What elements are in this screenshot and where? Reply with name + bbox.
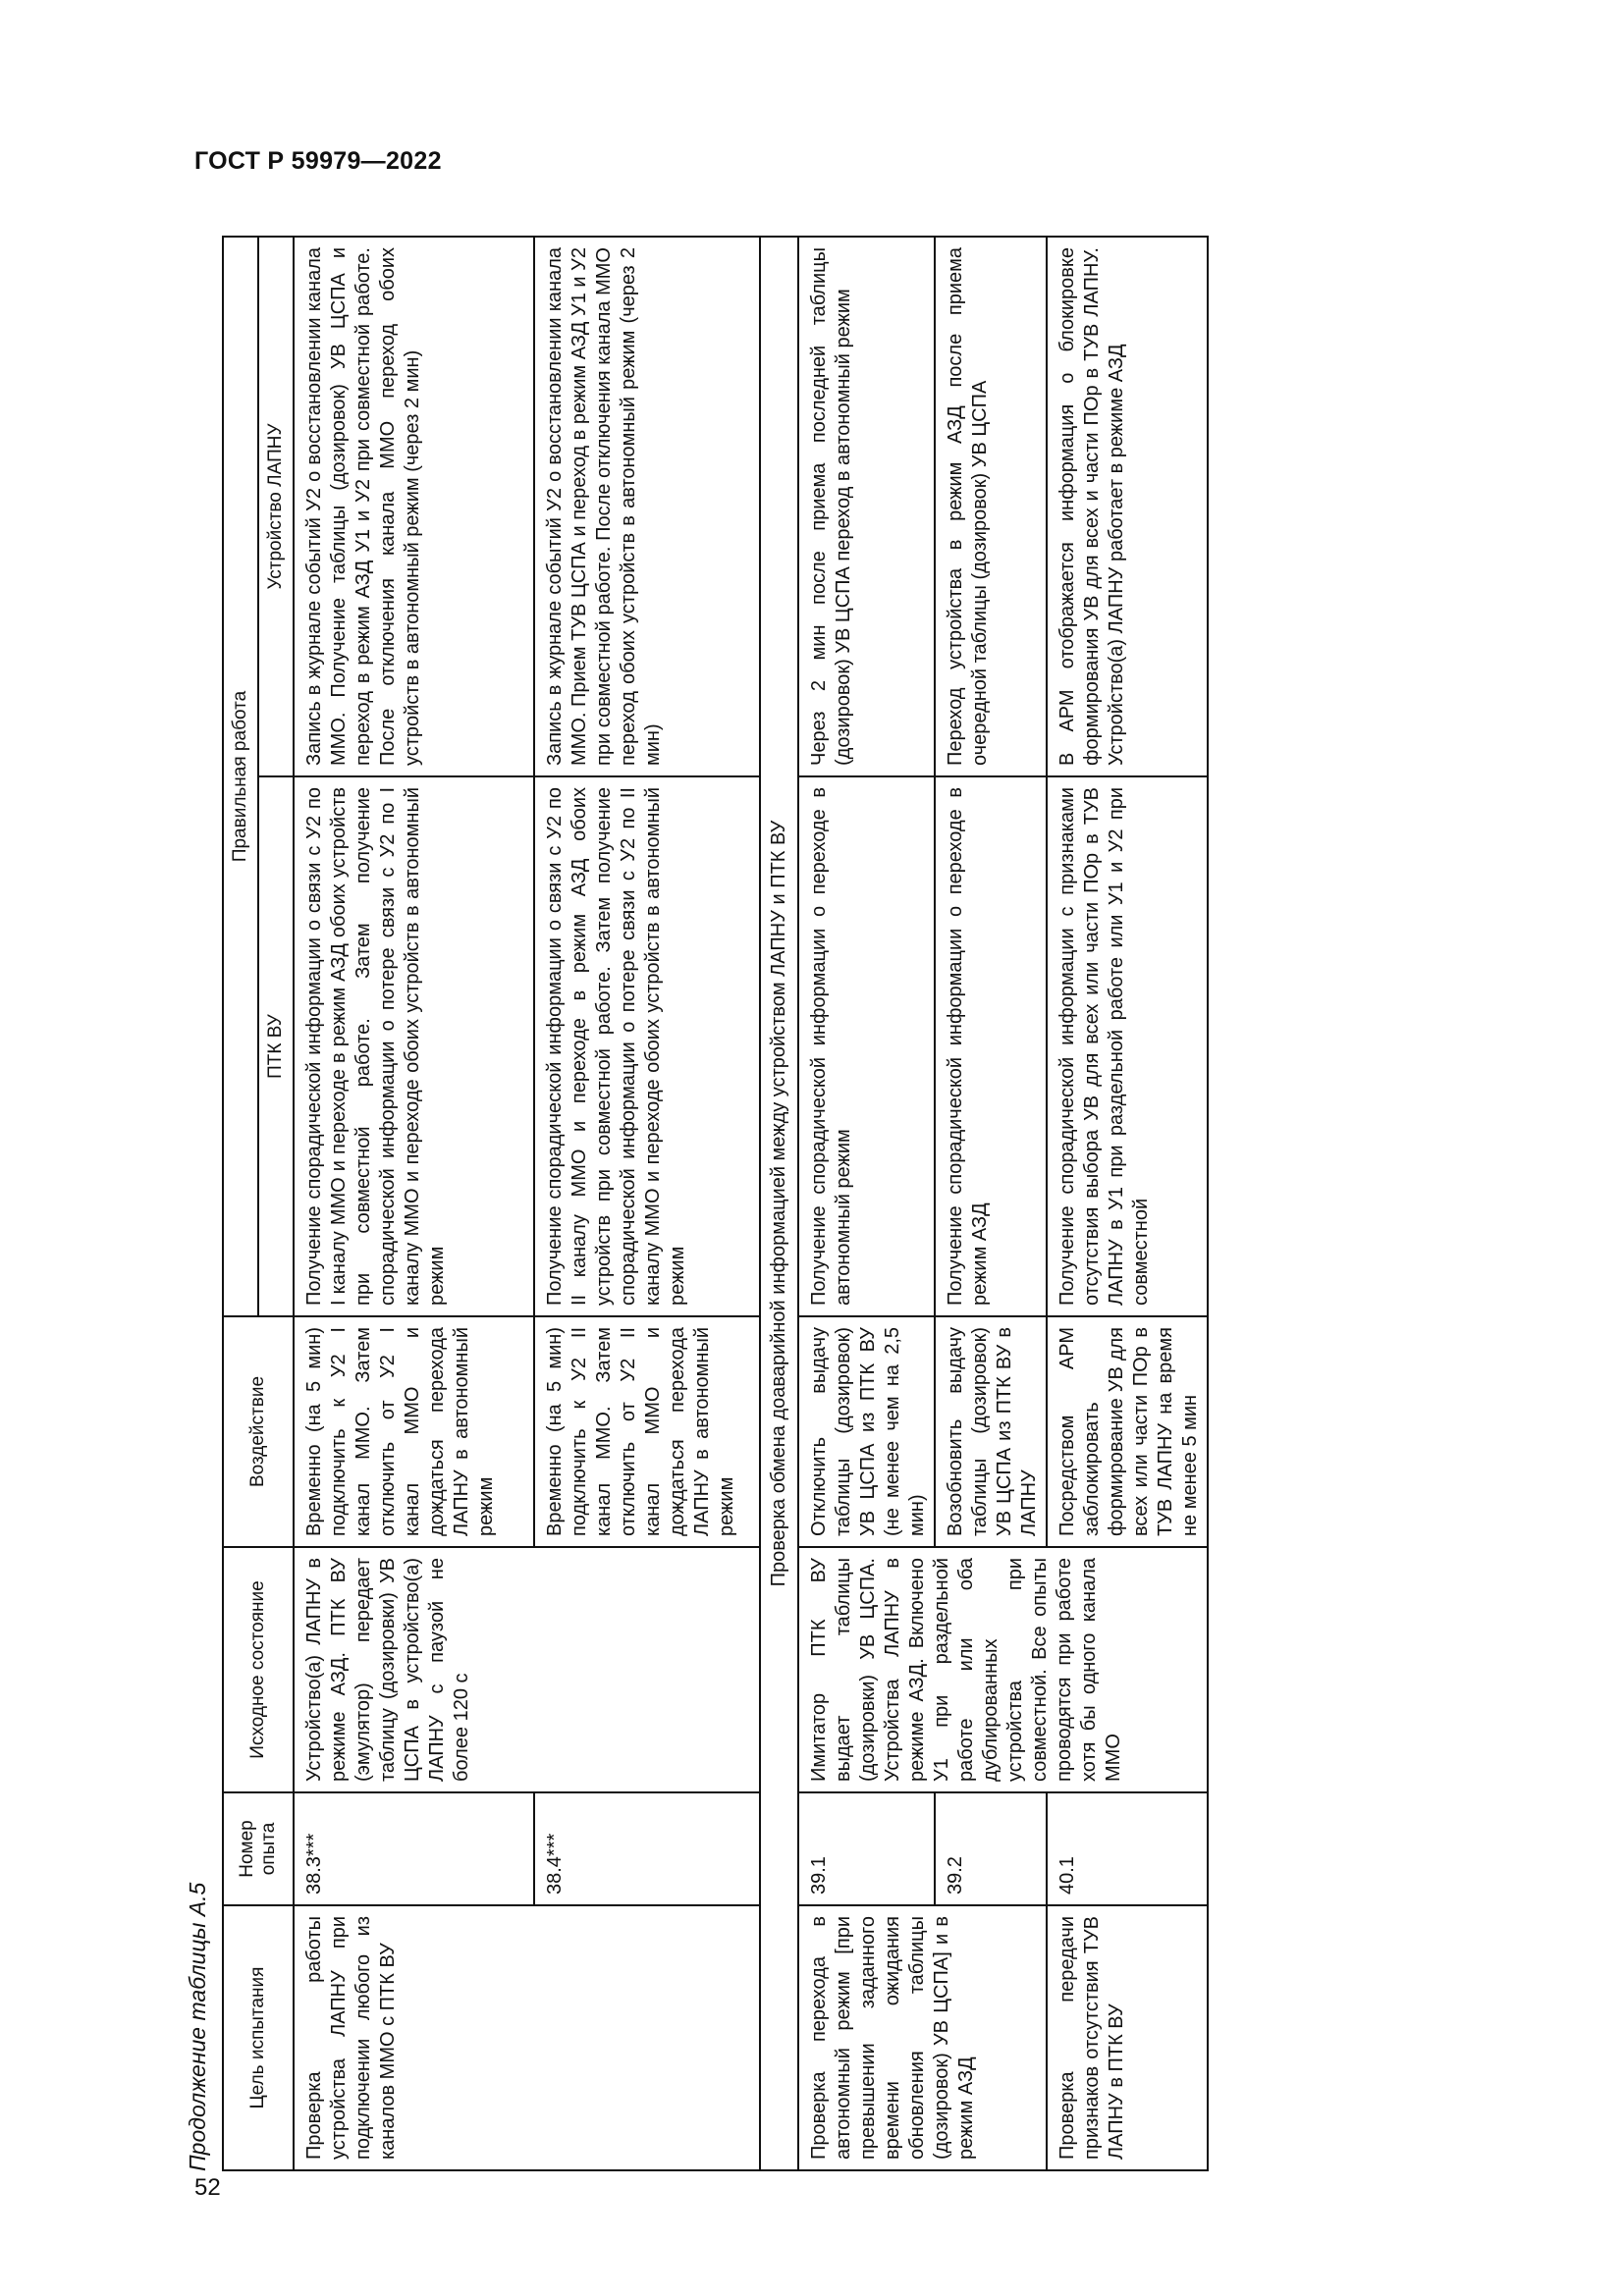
col-lapnu-header: Устройство ЛАПНУ — [258, 237, 294, 776]
table-row — [534, 237, 760, 2170]
initial-cell: Имитатор ПТК ВУ выдает таблицы (дозировки) УВ ЦСПА. Устройства ЛАПНУ в режиме АЗД. Включено У1 при раздельной работе или оба дублированных устройства при совместной. Все опыты проводятся при работе хотя бы одного канала ММО — [798, 1547, 1208, 1792]
lapnu-cell: В АРМ отображается информация о блокировке формирования УВ для всех и части ПОр в ТУВ ЛАПНУ. Устройство(а) ЛАПНУ работает в режиме АЗД — [1047, 237, 1208, 776]
col-number-header: Номер опыта — [223, 1792, 294, 1905]
ptk-cell: Получение спорадической информации о переходе в режим АЗД — [935, 776, 1047, 1316]
ptk-cell: Получение спорадической информации о переходе в автономный режим — [798, 776, 935, 1316]
col-ptk-header: ПТК ВУ — [258, 776, 294, 1316]
table-caption: Продолжение таблицы А.5 — [185, 1882, 210, 2171]
action-cell: Временно (на 5 мин) подключить к У2 II канал ММО. Затем отключить от У2 II канал ММО и дождаться перехода ЛАПНУ в автономный режим — [534, 1316, 760, 1547]
goal-cell: Проверка работы устройства ЛАПНУ при подключении любого из каналов ММО с ПТК ВУ — [294, 1905, 760, 2170]
goal-cell: Проверка передачи признаков отсутствия ТУВ ЛАПНУ в ПТК ВУ — [1047, 1905, 1208, 2170]
table-row — [798, 237, 935, 2170]
section-row — [760, 237, 798, 2170]
test-table — [222, 236, 1209, 2171]
number-cell: 38.3*** — [294, 1792, 534, 1905]
lapnu-cell: Запись в журнале событий У2 о восстановлении канала ММО. Получение таблицы (дозировок) УВ ЦСПА и переход в режим АЗД У1 и У2 при совместной работе. После отключения канала ММО переход обоих устройств в автономный режим (через 2 мин) — [294, 237, 534, 776]
number-cell: 38.4*** — [534, 1792, 760, 1905]
col-goal-header: Цель испытания — [223, 1905, 294, 2170]
action-cell: Посредством АРМ заблокировать формирование УВ для всех или части ПОр в ТУВ ЛАПНУ на время не менее 5 мин — [1047, 1316, 1208, 1547]
document-title: ГОСТ Р 59979—2022 — [194, 147, 442, 175]
number-cell: 39.1 — [798, 1792, 935, 1905]
table-row — [294, 237, 534, 2170]
table-row — [1047, 237, 1208, 2170]
ptk-cell: Получение спорадической информации о связи с У2 по II каналу ММО и переходе в режим АЗД обоих устройств при совместной работе. Затем получение спорадической информации о потере связи с У2 по II каналу ММО и переходе обоих устройств в автономный режим — [534, 776, 760, 1316]
col-correct-header: Правильная работа — [223, 237, 258, 1316]
header-row-1 — [223, 237, 258, 2170]
ptk-cell: Получение спорадической информации о связи с У2 по I каналу ММО и переходе в режим АЗД обоих устройств при совместной работе. Затем получение спорадической информации о потере связи с У2 по I каналу ММО и переходе обоих устройств в автономный режим — [294, 776, 534, 1316]
initial-cell: Устройство(а) ЛАПНУ в режиме АЗД. ПТК ВУ (эмулятор) передает таблицу (дозировки) УВ ЦСПА в устройство(а) ЛАПНУ с паузой не более 120 с — [294, 1547, 760, 1792]
section-title: Проверка обмена доаварийной информацией между устройством ЛАПНУ и ПТК ВУ — [760, 237, 798, 2170]
number-cell: 39.2 — [935, 1792, 1047, 1905]
col-initial-header: Исходное состояние — [223, 1547, 294, 1792]
lapnu-cell: Переход устройства в режим АЗД после приема очередной таблицы (дозировок) УВ ЦСПА — [935, 237, 1047, 776]
action-cell: Отключить выдачу таблицы (дозировок) УВ ЦСПА из ПТК ВУ (не менее чем на 2,5 мин) — [798, 1316, 935, 1547]
goal-cell: Проверка перехода в автономный режим [при превышении заданного времени ожидания обновления таблицы (дозировок) УВ ЦСПА] и в режим АЗД — [798, 1905, 1047, 2170]
action-cell: Временно (на 5 мин) подключить к У2 I канал ММО. Затем отключить от У2 I канал ММО и дождаться перехода ЛАПНУ в автономный режим — [294, 1316, 534, 1547]
action-cell: Возобновить выдачу таблицы (дозировок) УВ ЦСПА из ПТК ВУ в ЛАПНУ — [935, 1316, 1047, 1547]
number-cell: 40.1 — [1047, 1792, 1208, 1905]
lapnu-cell: Через 2 мин после приема последней таблицы (дозировок) УВ ЦСПА переход в автономный режим — [798, 237, 935, 776]
table-row — [935, 237, 1047, 2170]
ptk-cell: Получение спорадической информации с признаками отсутствия выбора УВ для всех или части ПОр в ТУВ ЛАПНУ в У1 при раздельной работе или У1 и У2 при совместной — [1047, 776, 1208, 1316]
lapnu-cell: Запись в журнале событий У2 о восстановлении канала ММО. Прием ТУВ ЦСПА и переход в режим АЗД У1 и У2 при совместной работе. После отключения канала ММО переход обоих устройств в автономный режим (через 2 мин) — [534, 237, 760, 776]
col-action-header: Воздействие — [223, 1316, 294, 1547]
rotated-table-area — [185, 238, 1396, 2171]
page-number: 52 — [194, 2174, 221, 2201]
